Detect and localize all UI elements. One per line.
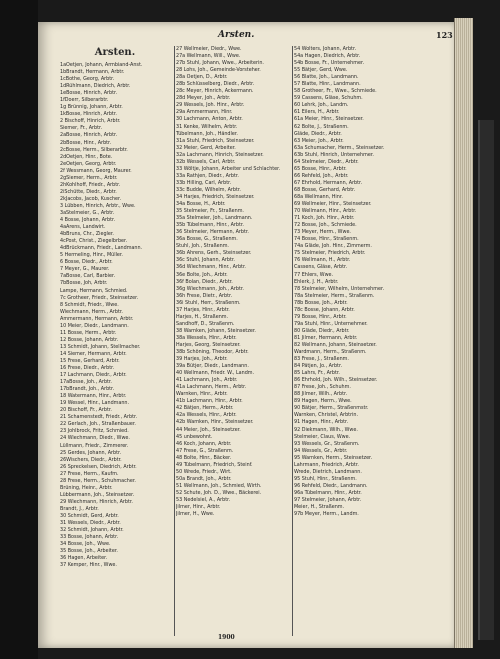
directory-entry: 41b Lachmann, Hinr., Arbtr. [176,398,243,405]
directory-entry: 2aBosse, Hinrich, Arbtr. [60,132,118,139]
directory-entry: 14 Siemer, Hermann, Arbtr. [60,350,127,357]
directory-entry: 97b Meyer, Herm., Landm. [294,511,359,518]
directory-entry: 73 Meyer, Herm., Wwe. [294,229,351,236]
directory-entry: Wrede, Dietrich, Landmann. [294,468,362,475]
directory-entry: 19 Wessel, Hinr., Landmann. [60,400,130,407]
directory-entry: 50a Brandt, Joh., Arbtr. [176,475,232,482]
directory-entry: 37 Harjes, Hinr., Arbtr. [176,306,230,313]
directory-entry: 17 Lachmann, Diedr., Arbtr. [60,372,127,379]
directory-entry: 53 Nedelsiel, A., Arbtr. [176,497,231,503]
book-tab [478,120,494,640]
directory-entry: 13 Schmidt, Johann, Stellmacher. [60,343,141,350]
directory-entry: 96a Tübelmann, Hinr., Arbtr. [294,489,362,496]
directory-entry: 52 Schute, Joh. D., Wwe., Bäckerei. [176,489,262,496]
directory-entry: 40 Wellmann, Friedr. W., Landm. [176,370,255,377]
directory-entry: 2dOetjen, Hinr., Bote. [60,153,113,160]
directory-entry: 91 Hagen, Hinr., Arbtr. [294,419,349,426]
directory-entry: 17aBosse, Joh., Arbtr. [60,379,112,386]
directory-entry: Harjes, H., Straßenm. [176,313,229,320]
directory-entry: Gläde, Diedr., Arbtr. [294,130,342,137]
directory-entry: 1bBrandt, Hermann, Arbtr. [60,69,125,76]
directory-entry: 7bBosse, Joh, Arbtr. [60,280,108,287]
directory-entry: Brandt, J., Arbtr. [60,505,99,512]
directory-entry: 26 Spreckelsen, Diedrich, Arbtr. [60,463,137,470]
directory-entry: 4aArens, Landwirt. [60,224,106,231]
directory-entry: 37 Kemper, Hinr., Wwe. [60,562,117,569]
book-spine-shadow [0,0,38,659]
directory-entry: 7aBosse, Carl, Barbier. [60,273,115,280]
directory-entry: 30 Schmidt, Gerd, Arbtr. [60,513,119,519]
directory-entry: Tübelmann, Joh., Händler. [176,130,238,137]
directory-entry: 31 Wessels, Diedr., Arbtr. [60,520,121,527]
directory-entry: 3aStelmeier, G., Arbtr. [60,209,115,216]
directory-entry: 36h Frese, Dietr., Arbtr. [176,292,233,299]
directory-entry: 1aOetjen, Johann, Armbiand-Anst. [60,62,143,68]
column-3 [294,46,414,518]
directory-entry: 28 Frese, Herm., Schuhmacher. [60,477,136,484]
directory-entry: 58 Grotheer, Fr., Wwe., Schmiede. [294,88,377,95]
column-1 [60,46,180,569]
directory-entry: 1eBosse, Hinrich, Arbtr. [60,90,118,97]
directory-entry: 2bBosse, Hinr., Arbtr. [60,139,112,146]
directory-entry: 78b Bosse, Joh., Arbtr. [294,299,348,306]
directory-entry: 61 Eilers, H., Arbtr. [294,109,340,116]
directory-entry: 1g Brünnig, Johann, Arbtr. [60,104,123,111]
directory-entry: 33c Budde, Wilhelm, Arbtr. [176,186,241,193]
directory-entry: 16 Frese, Diedr., Arbtr. [60,365,115,372]
directory-entry: 70 Wellmann, Hinr., Arbtr. [294,208,357,215]
directory-entry: 63a Schumacher, Herm., Steinsetzer. [294,144,385,151]
directory-entry: 28c Meyer, Hinrich, Ackermann. [176,88,254,95]
directory-entry: 86 Ehrhold, Joh. Wilh., Steinsetzer. [294,377,378,384]
directory-entry: 22 Gerlach, Joh., Straßenbauer. [60,421,136,428]
directory-entry: 38b Schöning, Theodor, Arbtr. [176,349,249,356]
directory-entry: Wardmann, Herm., Straßenm. [294,349,367,356]
directory-entry: 96 Rehfeld, Diedr., Landmann. [294,482,368,489]
directory-entry: 29 Wiechmann, Hinrich, Arbtr. [60,498,133,505]
directory-entry: 32a Lachmann, Hinrich, Steinsetzer. [176,151,264,158]
directory-entry: 42a Wessels, Hinr., Arbtr. [176,412,237,419]
directory-entry: 6 Bosse, Diedr., Arbtr. [60,259,113,266]
directory-entry: Siemer, Fr., Arbtr. [60,125,103,132]
directory-entry: 59 Cassens, Gläse, Schuhm. [294,95,363,102]
directory-entry: Jilmer, Hinr., Arbtr. [176,504,221,511]
directory-entry: 45 unbewohnt. [176,433,213,440]
directory-entry: 36g Wiechmann, Joh., Arbtr. [176,285,244,292]
page-number: 123 [436,30,453,40]
directory-entry: 38 Warnken, Johann, Steinsetzer. [176,327,256,334]
directory-entry: 28 Lohs, Joh., Gemeinde-Vorsteher. [176,67,261,74]
directory-entry: 97 Stelmeier, Johann, Arbtr. [294,497,362,503]
directory-entry: 1kBosse, Hinrich, Arbtr. [60,111,117,118]
directory-entry: 28a Oetjen, D., Arbtr. [176,74,228,81]
directory-entry: 42b Warnken, Hinr., Steinsetzer. [176,419,254,426]
directory-entry: 84 Pätjen, Jo., Arbtr. [294,363,342,370]
directory-entry: 93 Wessels, Gr., Straßenm. [294,440,360,447]
directory-entry: 30 Lachmann, Anton, Arbtr. [176,116,243,123]
directory-entry: 1fDoerr, Silberarbtr. [60,97,109,104]
directory-entry: 54b Bosse, Fr., Unternehmer. [294,60,365,67]
directory-entry: Lampe, Hermann, Schmied. [60,287,128,294]
directory-entry: 36b Ahrens, Gerh., Steinsetzer. [176,250,252,257]
directory-entry: Brüning, Heinr., Arbtr. [60,484,113,491]
directory-entry: 34 Harjes, Friedrich, Steinsetzer. [176,193,255,200]
directory-entry: Jilmer, H., Wwe. [176,511,215,518]
running-title: Arsten. [218,30,255,40]
directory-entry: 4bBruns, Chr., Ziegler. [60,231,114,238]
directory-entry: 79 Bosse, Hinr., Arbtr. [294,313,347,320]
directory-entry: 4dBrückmann, Friedr., Landmann. [60,245,143,252]
directory-entry: 7c Grotheer, Friedr., Steinsetzer. [60,294,139,301]
directory-entry: 2kJacobs, Jacob, Kuscher. [60,195,122,202]
directory-entry: Cassens, Gläse, Arbtr. [294,264,348,271]
directory-entry: 48 Bolte, Hinr., Bäcker. [176,454,232,461]
directory-entry: 57 Blatte, Hinr., Landmann. [294,81,361,88]
directory-entry: 41 Lachmann, Joh., Arbtr. [176,377,238,384]
directory-entry: 55 Bätjer, Gerd, Wwe. [294,67,348,74]
directory-entry: 20 Bischoff, Fr., Arbtr. [60,407,112,414]
directory-entry: 87 Frese, Joh., Schuhm. [294,384,351,391]
directory-entry: 23 Johlbrock, Fritz, Schmied. [60,428,129,435]
directory-entry: 3 Lübben, Hinrich, Arbtr., Wwe. [60,202,136,209]
section-title: Arsten. [94,47,136,58]
directory-entry: 95 Stuhl, Hinr., Straßenm. [294,475,357,482]
directory-entry: 35a Stelmeier, Joh., Landmann. [176,215,253,222]
page-edges [454,18,473,648]
directory-entry: 26Wischers, Diedr., Arbtr. [60,456,122,463]
directory-entry: Harjes, Georg, Steinsetzer. [176,341,241,348]
directory-entry: 32b Wessels, Carl, Arbtr. [176,158,236,165]
directory-entry: 47 Frese, G., Straßenm. [176,447,234,454]
directory-entry: Sandhoff, D., Straßenm. [176,320,235,327]
directory-entry: 36i Stuhl, Herr., Straßenm. [176,299,241,306]
directory-entry: Stuhl, Joh., Straßenm. [176,243,229,250]
directory-entry: 90 Bätjer, Herm., Straßenmstr. [294,405,369,412]
directory-entry: 42 Bätjen, Herm., Arbtr. [176,405,234,412]
directory-entry: Lahrmann, Friedrich, Arbtr. [294,461,359,468]
directory-entry: 33 Wöltje, Johann, Arbeiter und Schlachter. [176,165,281,172]
directory-entry: 36a Bosse, G., Straßenm. [176,236,238,243]
directory-entry: Stelmeier, Claus, Wwe. [294,433,351,440]
directory-entry: 18 Watermann, Hinr., Arbtr. [60,393,127,400]
directory-entry: 27b Stuhl, Johann, Wwe., Arbeiterin. [176,60,264,67]
directory-page [38,22,456,648]
directory-entry: 49 Tübelmann, Friedrich, Steinf. [176,461,253,468]
directory-entry: 39 Harjes, Joh., Arbtr. [176,356,228,363]
directory-entry: 36c Stuhl, Johann, Arbtr. [176,257,235,264]
directory-entry: 15 Frese, Gerhard, Arbtr. [60,357,120,364]
directory-entry: 5 Hermeling, Hinr., Müller. [60,252,123,259]
directory-entry: 67 Ehrhold, Hermann, Arbtr. [294,179,363,186]
directory-entry: 61a Meier, Hinr., Steinsetzer. [294,116,364,123]
directory-entry: Ammermann, Hermann, Arbtr. [60,315,134,322]
directory-entry: 27 Frese, Herm., Kaufm. [60,470,119,477]
directory-entry: Warnken, Hinr., Arbtr. [176,391,228,398]
directory-entry: 1cBothe, Georg, Arbtr. [60,76,115,83]
directory-entry: 32 Meier, Gerd, Arbeiter. [176,144,236,151]
directory-entry: Ehlerk, J. H., Arbtr. [294,278,339,285]
directory-entry: 74a Gläde, Joh. Hinr., Zimmerm. [294,243,372,250]
directory-entry: 79a Stuhl, Hinr., Unternehmer. [294,320,368,327]
directory-entry: 4cPost, Christ., Ziegelbrber. [60,238,128,245]
directory-entry: 54a Hagen, Diedrich, Arbtr. [294,53,361,60]
directory-entry: 78c Bosse, Johann, Arbtr. [294,306,355,313]
directory-entry: 69 Wellmeier, Hinr., Steinsetzer. [294,201,372,208]
directory-entry: 2iSchütte, Diedr., Arbtr. [60,188,117,195]
directory-entry: 76 Wellmann, H., Arbtr. [294,257,351,264]
directory-entry: 34 Bosse, Joh., Wwe. [60,541,111,548]
directory-entry: Lüllmann, Friedr., Zimmerer. [60,442,129,449]
directory-entry: 2 Bischoff, Hinrich, Arbtr. [60,118,121,125]
directory-entry: 94 Wessels, Gr., Arbtr. [294,447,348,454]
directory-entry: 36 Hagen, Arbeiter. [60,555,108,562]
directory-entry: 66 Rehfeld, Joh., Arbtr. [294,172,349,179]
directory-entry: 44 Meier, Joh., Steinsetzer. [176,426,241,433]
directory-entry: 36d Wiechmann, Hinr., Arbtr. [176,264,246,271]
directory-entry: 33 Bosse, Johann, Arbtr. [60,534,119,541]
directory-entry: 65 Bosse, Hinr., Arbtr. [294,165,347,172]
directory-entry: 2cBosse, Herm., Silberarbtr. [60,146,128,153]
directory-entry: 10 Meier, Diedr., Landmann. [60,322,129,329]
directory-entry: 82 Wellmann, Johann, Steinsetzer. [294,341,377,348]
directory-entry: 71 Koch, Joh. Hinr., Arbtr. [294,215,355,222]
directory-entry: 78a Stelmeier, Herm., Straßenm. [294,292,375,299]
directory-entry: 4 Bosse, Johann, Arbtr. [60,217,116,224]
footer-year: 1900 [218,634,235,641]
directory-entry: 21 Schamenstedt, Friedr., Arbtr. [60,414,138,421]
directory-entry: 2gSiemer, Herm., Arbtr. [60,174,118,181]
directory-entry: 41a Lachmann, Herm., Arbtr. [176,384,247,391]
directory-entry: 25 Gerdes, Johann, Arbtr. [60,449,122,456]
directory-entry: 68a Wellmann, Hinr. [294,193,343,200]
directory-entry: 83 Frese, J., Straßenm. [294,356,349,363]
directory-entry: 95 Warnken, Herm., Steinsetzer. [294,454,373,461]
directory-entry: 12 Bosse, Johann, Arbtr. [60,336,119,343]
directory-entry: 31 Kenke, Wilhelm, Arbtr. [176,123,238,130]
directory-entry: 62 Bolte, J., Straßenm. [294,123,349,130]
directory-entry: 35b Tübelmann, Hinr., Arbtr. [176,222,244,229]
directory-entry: 29 Wessels, Joh. Hinr., Arbtr. [176,102,245,109]
directory-entry: 78 Stelmeier, Wilhelm, Unternehmer. [294,285,385,292]
directory-entry: 81 Jilmer, Hermann, Arbtr. [294,334,358,341]
directory-entry: 68 Bosse, Gerhard, Arbtr. [294,186,356,193]
directory-entry: 36e Bolte, Joh., Arbtr. [176,271,228,278]
directory-entry: 33a Rathjen, Diedr., Arbtr. [176,172,239,179]
directory-entry: 60 Lehrk, Joh., Landm. [294,102,349,109]
directory-entry: 88 Jilmer, Wilh., Arbtr. [294,391,348,398]
directory-entry: 72 Bosse, Joh., Schmiede. [294,222,357,229]
directory-entry: 54 Wolters, Johann, Arbtr. [294,46,356,52]
directory-entry: 28b Schlüsselberg, Diedr., Arbtr. [176,81,255,88]
directory-entry: Warnken, Christel, Arbtrin. [294,412,359,419]
directory-entry: 31a Stuhl, Friedrich, Steinsetzer. [176,137,255,144]
directory-entry: 63b Stuhl, Hinrich, Unternehmer. [294,151,374,158]
directory-entry: 56 Blatte, Joh., Landmann. [294,74,359,81]
directory-entry: 2eOetjen, Georg, Arbtr. [60,160,117,167]
directory-entry: 92 Diekmann, Wilh., Wwe. [294,426,358,433]
page-header [38,30,456,44]
directory-entry: 33b Hilling, Carl, Arbtr. [176,179,232,186]
directory-entry: 32 Schmidt, Johann, Arbtr. [60,527,124,534]
directory-entry: Meier, H., Straßenm. [294,504,345,511]
directory-entry: 75 Stelmeier, Friedrich, Arbtr. [294,250,366,257]
directory-entry: 80 Gläde, Diedr., Arbtr. [294,327,350,334]
directory-entry: 34a Bosse, H., Arbtr. [176,201,226,208]
directory-entry: 35 Stelmeier, Fr., Straßenm. [176,208,244,215]
directory-entry: Lübbermann, Joh., Steinsetzer. [60,491,135,498]
directory-entry: 35 Bosse, Joh., Arbeiter. [60,548,118,555]
directory-entry: 85 Lahrs, Fr., Arbtr. [294,370,340,377]
directory-entry: 27 Wellmeier, Diedr., Wwe. [176,46,242,52]
directory-entry: 7 Meyer, G., Maurer. [60,266,110,273]
directory-entry: 29a Ammermann, Hinr. [176,109,233,116]
directory-entry: 46 Koch, Johann, Arbtr. [176,440,232,447]
directory-entry: 36 Stelmeier, Hermann, Arbtr. [176,229,249,236]
directory-entry: 50 Wrede, Friedr., Wirt. [176,468,232,475]
directory-entry: 36f Bolan, Diedr., Arbtr. [176,278,233,285]
directory-entry: 2f Wessmann, Georg, Maurer. [60,167,132,174]
directory-entry: 17bBrandt, Joh., Arbtr. [60,386,115,393]
directory-entry: 63 Meier, Joh., Arbtr. [294,137,344,144]
directory-entry: 1dRühlmann, Diedrich, Arbtr. [60,83,131,90]
directory-entry: 11 Bosse, Herm., Arbtr. [60,329,117,336]
directory-entry: 77 Ehlers, Wwe. [294,271,334,278]
directory-entry: 51 Wellmann, Joh., Schmied, Wirth. [176,482,262,489]
directory-entry: 8 Schmidt, Friedr., Wwe. [60,301,119,308]
directory-entry: 2hKohlhoff, Friedr., Arbtr. [60,181,121,188]
column-2 [176,46,296,518]
directory-entry: 74 Bosse, Hinr., Straßenm. [294,236,359,243]
directory-entry: Wiechmann, Herm., Arbtr. [60,308,123,315]
directory-entry: 39a Bütjer, Diedr., Landmann. [176,363,249,370]
directory-entry: 89 Hagen, Herm., Wwe. [294,398,352,405]
directory-entry: 64 Stelmeier, Diedr., Arbtr. [294,158,359,165]
directory-entry: 38a Wessels, Hinr., Arbtr. [176,334,237,341]
directory-entry: 24 Wiechmann, Diedr., Wwe. [60,435,130,442]
directory-entry: 28d Meyer, Joh., Arbtr. [176,95,231,102]
directory-entry: 27a Wellmann, Will., Wwe. [176,53,241,60]
